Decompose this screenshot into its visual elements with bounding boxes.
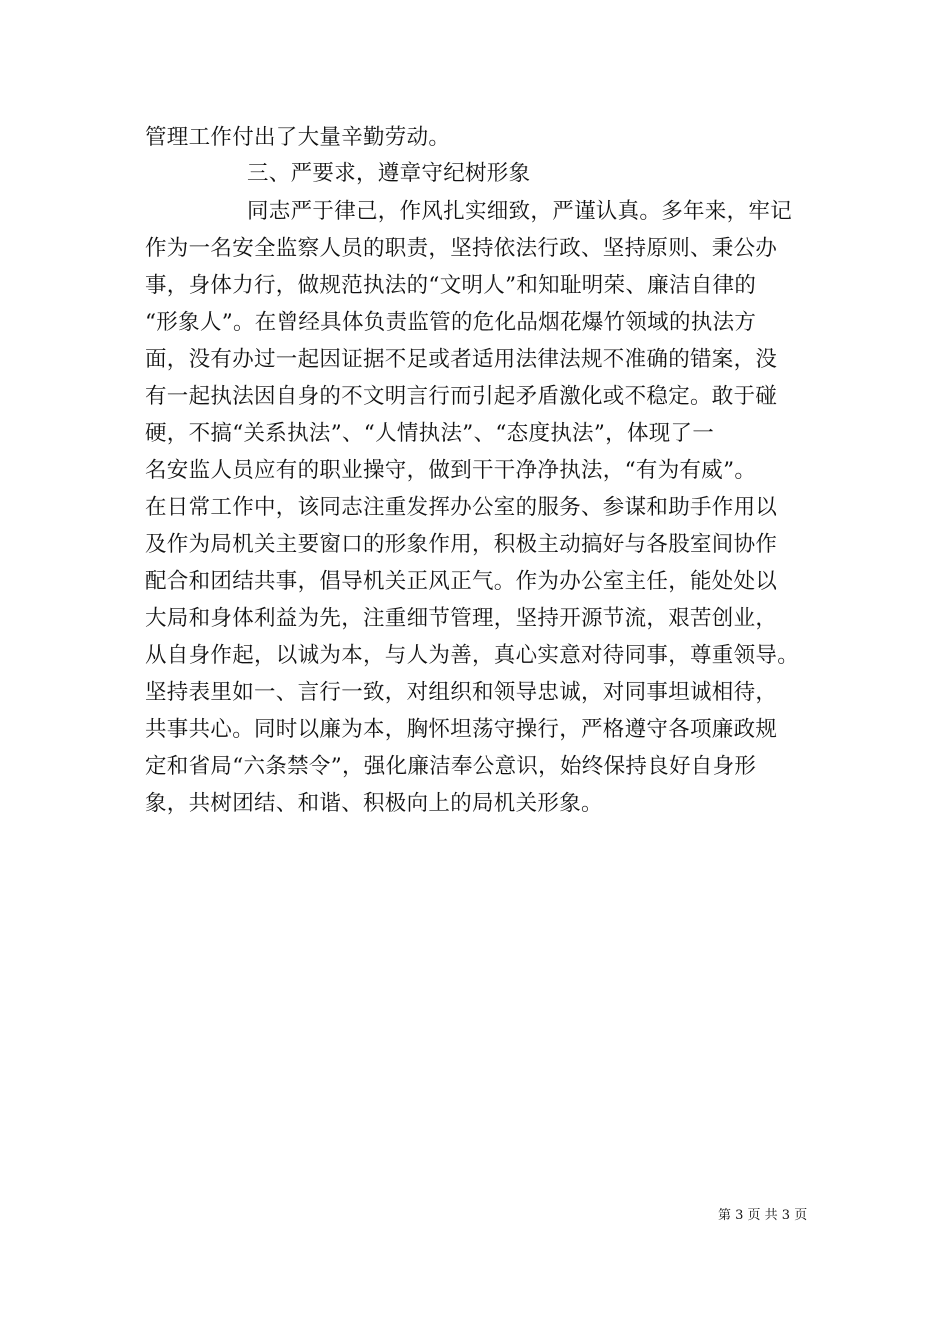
section-heading: 三、严要求，遵章守纪树形象 xyxy=(247,161,531,186)
text-line: 共事共心。同时以廉为本，胸怀坦荡守操行，严格遵守各项廉政规 xyxy=(145,717,778,742)
text-line: 硬，不搞“关系执法”、“人情执法”、“态度执法”，体现了一 xyxy=(145,421,715,446)
text-line: 坚持表里如一、言行一致，对组织和领导忠诚，对同事坦诚相待， xyxy=(145,680,778,705)
text-line: 有一起执法因自身的不文明言行而引起矛盾激化或不稳定。敢于碰 xyxy=(145,384,778,409)
text-line: 在日常工作中，该同志注重发挥办公室的服务、参谋和助手作用以 xyxy=(145,495,778,520)
text-line: 象，共树团结、和谐、积极向上的局机关形象。 xyxy=(145,791,603,816)
text-line: 定和省局“六条禁令”，强化廉洁奉公意识，始终保持良好自身形 xyxy=(145,754,757,779)
text-line: 名安监人员应有的职业操守，做到干干净净执法，“有为有威”。 xyxy=(145,458,757,483)
text-line: 及作为局机关主要窗口的形象作用，积极主动搞好与各股室间协作 xyxy=(145,532,778,557)
text-line: 从自身作起，以诚为本，与人为善，真心实意对待同事，尊重领导。 xyxy=(145,643,800,668)
text-line: 面，没有办过一起因证据不足或者适用法律法规不准确的错案，没 xyxy=(145,347,778,372)
text-line: 管理工作付出了大量辛勤劳动。 xyxy=(145,125,451,150)
page-number-footer: 第 3 页 共 3 页 xyxy=(718,1208,808,1223)
text-line: 事，身体力行，做规范执法的“文明人”和知耻明荣、廉洁自律的 xyxy=(145,273,757,298)
text-line: 大局和身体利益为先，注重细节管理，坚持开源节流，艰苦创业， xyxy=(145,606,778,631)
text-line: “形象人”。在曾经具体负责监管的危化品烟花爆竹领域的执法方 xyxy=(145,310,757,335)
paragraph-first-line: 同志严于律己，作风扎实细致，严谨认真。多年来，牢记 xyxy=(247,199,793,224)
text-line: 作为一名安全监察人员的职责，坚持依法行政、坚持原则、秉公办 xyxy=(145,236,778,261)
text-line: 配合和团结共事，倡导机关正风正气。作为办公室主任，能处处以 xyxy=(145,569,778,594)
